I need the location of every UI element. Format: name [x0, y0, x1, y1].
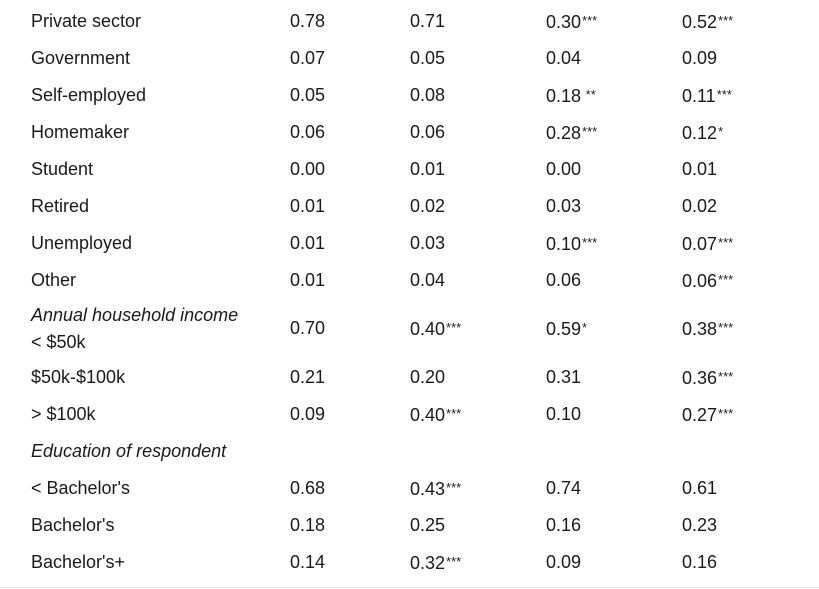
table-row — [0, 434, 819, 471]
row-label: Bachelor's — [31, 515, 115, 535]
table-cell — [546, 84, 596, 107]
table-cell — [410, 403, 461, 426]
table-row — [0, 74, 819, 111]
table-cell-value: 0.23 — [682, 515, 718, 535]
table-cell — [546, 403, 581, 425]
table-cell-value: 0.09 — [290, 404, 326, 424]
table-cell-value: 0.01 — [290, 270, 326, 290]
table-cell-value: 0.74 — [546, 478, 582, 498]
table-cell-value: 0.18 — [290, 515, 326, 535]
table-cell — [546, 47, 581, 69]
table-row — [0, 222, 819, 259]
table-cell — [410, 158, 445, 180]
table-cell — [410, 514, 445, 536]
table-cell — [410, 317, 461, 340]
table-cell-value: 0.03 — [546, 196, 582, 216]
table-cell — [546, 269, 581, 291]
table-cell-value: 0.04 — [546, 48, 582, 68]
table-cell — [410, 269, 445, 291]
significance-stars: *** — [446, 320, 462, 335]
table-cell — [546, 10, 597, 33]
table-cell-value: 0.40 — [410, 319, 446, 339]
significance-stars: *** — [582, 13, 598, 28]
table-cell-value: 0.06 — [410, 122, 446, 142]
row-label: Homemaker — [31, 122, 130, 142]
section-header-income: Annual household income — [31, 305, 239, 325]
table-cell-value: 0.10 — [546, 234, 582, 254]
table-cell-value: 0.11 — [682, 86, 716, 106]
table-cell — [682, 477, 717, 499]
table-cell-value: 0.02 — [410, 196, 446, 216]
table-cell — [682, 10, 733, 33]
table-cell — [546, 366, 581, 388]
table-cell — [682, 158, 717, 180]
table-cell — [682, 551, 717, 573]
table-cell-value: 0.70 — [290, 318, 326, 338]
table-cell-value: 0.43 — [410, 479, 446, 499]
table-cell — [682, 514, 717, 536]
significance-stars: *** — [446, 406, 462, 421]
table-cell — [546, 121, 597, 144]
table-cell — [290, 10, 325, 32]
table-cell — [290, 317, 325, 339]
significance-stars: ** — [582, 87, 596, 102]
table-cell — [410, 195, 445, 217]
table-cell-value: 0.01 — [682, 159, 718, 179]
table-cell — [410, 47, 445, 69]
table-cell — [290, 232, 325, 254]
significance-stars: *** — [716, 87, 732, 102]
significance-stars: *** — [718, 369, 734, 384]
table-row — [0, 111, 819, 148]
table-cell — [290, 366, 325, 388]
table-cell-value: 0.01 — [410, 159, 446, 179]
row-label: Other — [31, 270, 77, 290]
significance-stars: *** — [446, 480, 462, 495]
table-cell-value: 0.08 — [410, 85, 446, 105]
table-cell-value: 0.01 — [290, 196, 326, 216]
table-cell-value: 0.05 — [290, 85, 326, 105]
table-cell — [410, 10, 445, 32]
row-label: Self-employed — [31, 85, 147, 105]
table-cell — [290, 47, 325, 69]
table-cell-value: 0.10 — [546, 404, 582, 424]
table-cell-value: 0.06 — [682, 271, 718, 291]
row-label: Retired — [31, 196, 90, 216]
table-cell — [290, 195, 325, 217]
table-cell-value: 0.06 — [290, 122, 326, 142]
table-cell — [410, 121, 445, 143]
table-cell-value: 0.04 — [410, 270, 446, 290]
table-row — [0, 397, 819, 434]
table-cell — [682, 47, 717, 69]
row-label: Government — [31, 48, 131, 68]
table-cell — [410, 84, 445, 106]
table-row — [0, 0, 819, 37]
table-cell-value: 0.27 — [682, 405, 718, 425]
significance-stars: *** — [718, 272, 734, 287]
table-cell — [682, 317, 733, 340]
table-cell-value: 0.32 — [410, 553, 446, 573]
table-cell-value: 0.71 — [410, 11, 446, 31]
table-cell — [682, 269, 733, 292]
table-cell — [290, 158, 325, 180]
table-cell-value: 0.02 — [682, 196, 718, 216]
row-label: Private sector — [31, 11, 142, 31]
table-cell — [290, 121, 325, 143]
table-cell-value: 0.59 — [546, 319, 582, 339]
significance-stars: *** — [718, 235, 734, 250]
table-cell — [682, 403, 733, 426]
row-label: $50k-$100k — [31, 367, 126, 387]
table-cell-value: 0.36 — [682, 368, 718, 388]
table-cell-value: 0.09 — [546, 552, 582, 572]
significance-stars: *** — [582, 124, 598, 139]
table-cell — [682, 366, 733, 389]
significance-stars: * — [582, 320, 588, 335]
table-cell — [682, 195, 717, 217]
table-cell — [290, 514, 325, 536]
table-cell — [410, 366, 445, 388]
table-row — [0, 508, 819, 545]
table-row — [0, 259, 819, 296]
table-cell-value: 0.09 — [682, 48, 718, 68]
table-cell — [546, 232, 597, 255]
table-row — [0, 185, 819, 222]
table-cell — [682, 232, 733, 255]
table-cell-value: 0.18 — [546, 86, 582, 106]
table-cell — [410, 551, 461, 574]
table-cell-value: 0.03 — [410, 233, 446, 253]
table-cell-value: 0.14 — [290, 552, 326, 572]
table-cell — [410, 232, 445, 254]
table-cell-value: 0.68 — [290, 478, 326, 498]
table-cell — [290, 477, 325, 499]
table-row — [0, 360, 819, 397]
table-row — [0, 148, 819, 185]
table-cell-value: 0.25 — [410, 515, 446, 535]
significance-stars: *** — [446, 554, 462, 569]
table-cell — [546, 317, 587, 340]
table-cell-value: 0.31 — [546, 367, 582, 387]
table-cell-value: 0.05 — [410, 48, 446, 68]
significance-stars: *** — [582, 235, 598, 250]
row-label: Bachelor's+ — [31, 552, 125, 572]
significance-stars: *** — [718, 320, 734, 335]
row-label: Student — [31, 159, 94, 179]
row-label: Unemployed — [31, 233, 133, 253]
table-cell-value: 0.28 — [546, 123, 582, 143]
table-bottom-divider — [0, 587, 819, 588]
table-cell — [546, 477, 581, 499]
table-cell-value: 0.20 — [410, 367, 446, 387]
table-cell-value: 0.07 — [290, 48, 326, 68]
row-label: < $50k — [31, 332, 86, 352]
section-header-education: Education of respondent — [31, 441, 227, 461]
significance-stars: *** — [718, 13, 734, 28]
table-cell-value: 0.00 — [546, 159, 582, 179]
table-cell-value: 0.61 — [682, 478, 718, 498]
table-cell — [682, 84, 732, 107]
row-label: < Bachelor's — [31, 478, 130, 498]
table-cell — [546, 514, 581, 536]
table-cell — [290, 551, 325, 573]
table-row — [0, 37, 819, 74]
significance-stars: *** — [718, 406, 734, 421]
table-cell-value: 0.38 — [682, 319, 718, 339]
significance-stars: * — [718, 124, 724, 139]
table-cell-value: 0.07 — [682, 234, 718, 254]
table-cell-value: 0.21 — [290, 367, 326, 387]
table-cell-value: 0.52 — [682, 12, 718, 32]
table-cell-value: 0.30 — [546, 12, 582, 32]
table-cell — [546, 195, 581, 217]
table-cell-value: 0.06 — [546, 270, 582, 290]
row-label: > $100k — [31, 404, 96, 424]
table-cell — [290, 269, 325, 291]
table-row — [0, 545, 819, 582]
table-cell — [546, 158, 581, 180]
table-cell — [290, 84, 325, 106]
table-row — [0, 471, 819, 508]
table-cell-value: 0.00 — [290, 159, 326, 179]
table-cell-value: 0.16 — [546, 515, 582, 535]
table-cell-value: 0.16 — [682, 552, 718, 572]
table-cell — [546, 551, 581, 573]
table-cell-value: 0.40 — [410, 405, 446, 425]
table-cell-value: 0.12 — [682, 123, 718, 143]
table-cell-value: 0.78 — [290, 11, 326, 31]
table-cell-value: 0.01 — [290, 233, 326, 253]
table-row — [0, 296, 819, 360]
table-cell — [290, 403, 325, 425]
table-cell — [410, 477, 461, 500]
table-cell — [682, 121, 723, 144]
